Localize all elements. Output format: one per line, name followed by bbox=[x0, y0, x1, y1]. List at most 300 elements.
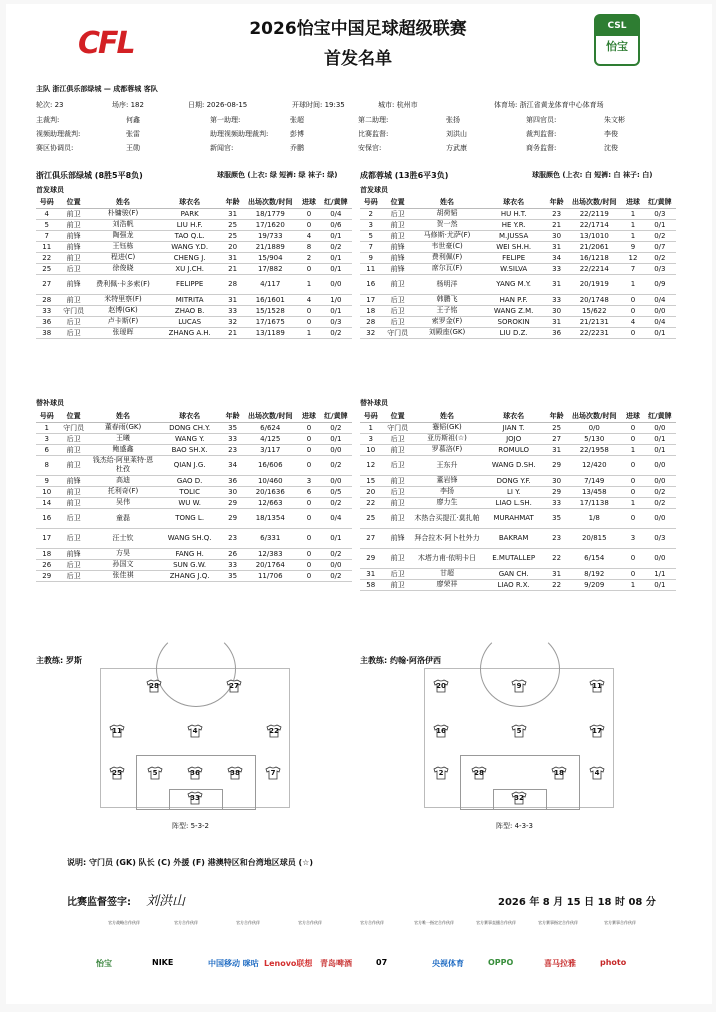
player-cell: 29 bbox=[547, 455, 566, 475]
partner-label: 官方合作伙伴 bbox=[360, 920, 384, 925]
player-cell: 前卫 bbox=[57, 252, 89, 263]
player-row bbox=[36, 208, 352, 219]
player-cell: 0/0 bbox=[320, 559, 352, 570]
player-cell: 22/2231 bbox=[566, 327, 622, 338]
player-cell: LIU D.Z. bbox=[480, 327, 547, 338]
player-row bbox=[36, 475, 352, 486]
player-cell: 31 bbox=[223, 294, 242, 305]
player-cell: 13/1189 bbox=[242, 327, 298, 338]
player-shirt-icon: 11 bbox=[109, 724, 125, 738]
player-cell: 10/460 bbox=[242, 475, 298, 486]
player-cell: 18/1354 bbox=[242, 508, 298, 528]
player-cell: 1 bbox=[622, 208, 643, 219]
player-cell: 0 bbox=[622, 422, 643, 433]
player-cell: 23 bbox=[547, 208, 566, 219]
player-row bbox=[360, 305, 676, 316]
player-row bbox=[36, 559, 352, 570]
sponsor-logo: 怡宝 bbox=[96, 959, 112, 968]
player-cell: TOLIC bbox=[156, 486, 223, 497]
player-cell: 前卫 bbox=[57, 219, 89, 230]
player-cell: 6 bbox=[298, 486, 319, 497]
sponsor-logo: NIKE bbox=[152, 958, 174, 967]
player-shirt-icon: 20 bbox=[433, 679, 449, 693]
official-role: 比赛监督: bbox=[358, 130, 389, 138]
column-header: 年龄 bbox=[547, 411, 566, 422]
partner-label: 官方唯一指定合作伙伴 bbox=[414, 920, 454, 925]
player-cell: BAKRAM bbox=[480, 528, 547, 548]
player-cell: 25 bbox=[360, 508, 381, 528]
column-header: 球衣名 bbox=[480, 411, 547, 422]
official-name: 沈俊 bbox=[604, 144, 618, 152]
player-cell: XU J.CH. bbox=[156, 263, 223, 274]
player-cell: 7 bbox=[360, 241, 381, 252]
player-cell: 后卫 bbox=[381, 305, 413, 316]
player-cell: 31 bbox=[547, 241, 566, 252]
player-cell: 0 bbox=[622, 475, 643, 486]
player-row bbox=[360, 444, 676, 455]
player-cell: 11 bbox=[36, 241, 57, 252]
official-role: 助理视频助理裁判: bbox=[210, 130, 269, 138]
player-cell: BAO SH.X. bbox=[156, 444, 223, 455]
player-cell: 25 bbox=[223, 230, 242, 241]
player-row bbox=[360, 252, 676, 263]
player-row bbox=[360, 568, 676, 579]
player-cell: 3 bbox=[360, 219, 381, 230]
player-cell: 17 bbox=[36, 528, 57, 548]
player-cell: 23 bbox=[547, 528, 566, 548]
player-cell: 汪士钦 bbox=[90, 528, 157, 548]
player-cell: 18 bbox=[36, 548, 57, 559]
away-starters-table bbox=[360, 197, 676, 339]
player-shirt-icon: 25 bbox=[109, 766, 125, 780]
player-cell: 21/2131 bbox=[566, 316, 622, 327]
player-cell: 10 bbox=[360, 444, 381, 455]
player-cell: 前卫 bbox=[57, 208, 89, 219]
player-cell: 0 bbox=[298, 497, 319, 508]
player-cell: 0 bbox=[622, 486, 643, 497]
player-cell: 0 bbox=[298, 444, 319, 455]
player-cell: 后卫 bbox=[57, 316, 89, 327]
home-team-name: 浙江俱乐部绿城 (8胜5平8负) bbox=[36, 171, 143, 180]
player-cell: 26 bbox=[36, 559, 57, 570]
player-cell: 0/2 bbox=[644, 230, 676, 241]
player-cell: 32 bbox=[223, 316, 242, 327]
player-cell: 31 bbox=[223, 252, 242, 263]
player-cell: 后卫 bbox=[381, 568, 413, 579]
player-row bbox=[36, 294, 352, 305]
player-cell: 0/1 bbox=[644, 327, 676, 338]
player-cell: TAO Q.L. bbox=[156, 230, 223, 241]
player-cell: 徐俊晓 bbox=[90, 263, 157, 274]
player-cell: WANG SH.Q. bbox=[156, 528, 223, 548]
player-cell: 0/3 bbox=[644, 208, 676, 219]
away-subs-label: 替补球员 bbox=[360, 399, 388, 407]
player-cell: 廖力生 bbox=[414, 497, 481, 508]
player-cell: 18 bbox=[360, 305, 381, 316]
player-cell: 0 bbox=[298, 548, 319, 559]
player-cell: 马修斯·尤萨(F) bbox=[414, 230, 481, 241]
player-cell: 后卫 bbox=[57, 528, 89, 548]
player-cell: 0/4 bbox=[644, 294, 676, 305]
player-cell: 33 bbox=[223, 433, 242, 444]
sponsor-logo: Lenovo联想 bbox=[264, 959, 313, 968]
player-cell: 陶强龙 bbox=[90, 230, 157, 241]
player-row bbox=[36, 570, 352, 581]
player-cell: 张佳祺 bbox=[90, 570, 157, 581]
player-cell: 费利佩(F) bbox=[414, 252, 481, 263]
home-coach: 主教练: 罗斯 bbox=[36, 656, 82, 665]
player-row bbox=[36, 230, 352, 241]
player-cell: 4/125 bbox=[242, 433, 298, 444]
player-cell: 王东升 bbox=[414, 455, 481, 475]
player-row bbox=[360, 327, 676, 338]
player-cell: 33 bbox=[547, 294, 566, 305]
player-cell: 19/733 bbox=[242, 230, 298, 241]
player-cell: 方昊 bbox=[90, 548, 157, 559]
player-row bbox=[36, 422, 352, 433]
player-cell: 卢卡斯(F) bbox=[90, 316, 157, 327]
player-cell: 0/1 bbox=[320, 305, 352, 316]
player-cell: 蹇韬(GK) bbox=[414, 422, 481, 433]
player-cell: 4/117 bbox=[242, 274, 298, 294]
player-cell: 29 bbox=[547, 486, 566, 497]
official-name: 何鑫 bbox=[126, 116, 140, 124]
player-cell: 31 bbox=[547, 568, 566, 579]
player-cell: 1 bbox=[622, 274, 643, 294]
player-cell: 董春雨(GK) bbox=[90, 422, 157, 433]
player-shirt-icon: 28 bbox=[471, 766, 487, 780]
player-cell: 0/1 bbox=[644, 579, 676, 590]
player-cell: DONG Y.F. bbox=[480, 475, 547, 486]
player-cell: 守门员 bbox=[381, 422, 413, 433]
player-cell: 前锋 bbox=[381, 252, 413, 263]
player-cell: 高迪 bbox=[90, 475, 157, 486]
player-cell: 30 bbox=[547, 230, 566, 241]
column-header: 进球 bbox=[622, 411, 643, 422]
player-cell: 0/0 bbox=[320, 444, 352, 455]
player-cell: 21 bbox=[223, 263, 242, 274]
player-cell: 前锋 bbox=[57, 230, 89, 241]
player-shirt-icon: 9 bbox=[511, 679, 527, 693]
player-row bbox=[360, 230, 676, 241]
player-cell: 0/6 bbox=[320, 219, 352, 230]
player-cell: 10 bbox=[36, 486, 57, 497]
player-cell: 前卫 bbox=[381, 219, 413, 230]
player-cell: 后卫 bbox=[57, 508, 89, 528]
player-cell: LIAO R.X. bbox=[480, 579, 547, 590]
player-cell: 7 bbox=[36, 230, 57, 241]
player-cell: 5/130 bbox=[566, 433, 622, 444]
player-cell: 16/1601 bbox=[242, 294, 298, 305]
player-cell: 6/154 bbox=[566, 548, 622, 568]
column-header: 位置 bbox=[381, 197, 413, 208]
player-cell: LIU H.F. bbox=[156, 219, 223, 230]
player-cell: 20 bbox=[360, 486, 381, 497]
column-header: 出场次数/时间 bbox=[566, 197, 622, 208]
player-cell: FELIPE bbox=[480, 252, 547, 263]
player-cell: TONG L. bbox=[156, 508, 223, 528]
player-cell: 20/815 bbox=[566, 528, 622, 548]
player-cell: 20/1764 bbox=[242, 559, 298, 570]
player-cell: 12 bbox=[622, 252, 643, 263]
official-role: 商务监督: bbox=[526, 144, 557, 152]
player-row bbox=[36, 263, 352, 274]
player-cell: 16/606 bbox=[242, 455, 298, 475]
player-cell: 31 bbox=[547, 316, 566, 327]
official-role: 赛区协调员: bbox=[36, 144, 74, 152]
player-shirt-icon: 36 bbox=[187, 766, 203, 780]
player-cell: 前卫 bbox=[381, 274, 413, 294]
player-cell: 36 bbox=[547, 327, 566, 338]
player-cell: 26 bbox=[223, 548, 242, 559]
player-cell: 3 bbox=[298, 475, 319, 486]
player-shirt-icon: 11 bbox=[589, 679, 605, 693]
player-cell: W.SILVA bbox=[480, 263, 547, 274]
legend-note: 说明: 守门员 (GK) 队长 (C) 外援 (F) 港澳特区和台湾地区球员 (☆) bbox=[67, 858, 314, 867]
player-cell: 33 bbox=[223, 305, 242, 316]
player-cell: 守门员 bbox=[381, 327, 413, 338]
column-header: 姓名 bbox=[414, 197, 481, 208]
player-cell: 后卫 bbox=[381, 316, 413, 327]
player-cell: 后卫 bbox=[381, 486, 413, 497]
partner-label: 官方合作伙伴 bbox=[298, 920, 322, 925]
player-cell: 前卫 bbox=[57, 444, 89, 455]
player-cell: 0 bbox=[298, 433, 319, 444]
away-subs-table bbox=[360, 411, 676, 591]
player-row bbox=[36, 316, 352, 327]
player-cell: 0/0 bbox=[644, 305, 676, 316]
player-cell: 0/0 bbox=[644, 455, 676, 475]
player-cell: 25 bbox=[547, 422, 566, 433]
player-cell: 后卫 bbox=[57, 263, 89, 274]
round: 轮次: 23 bbox=[36, 101, 64, 109]
column-header: 球衣名 bbox=[480, 197, 547, 208]
player-cell: 前锋 bbox=[381, 241, 413, 252]
official-name: 刘洪山 bbox=[446, 130, 467, 138]
away-formation: 阵型: 4-3-3 bbox=[496, 822, 533, 830]
player-cell: YANG M.Y. bbox=[480, 274, 547, 294]
player-cell: 36 bbox=[223, 475, 242, 486]
official-name: 方武康 bbox=[446, 144, 467, 152]
player-cell: 0/4 bbox=[644, 316, 676, 327]
column-header: 球衣名 bbox=[156, 411, 223, 422]
player-cell: 15 bbox=[360, 475, 381, 486]
player-cell: 27 bbox=[360, 528, 381, 548]
column-header: 号码 bbox=[360, 197, 381, 208]
player-cell: 12/383 bbox=[242, 548, 298, 559]
player-shirt-icon: 27 bbox=[226, 679, 242, 693]
player-cell: 3 bbox=[36, 433, 57, 444]
home-formation-pitch bbox=[100, 668, 290, 808]
player-cell: 0 bbox=[622, 294, 643, 305]
player-cell: 孙国文 bbox=[90, 559, 157, 570]
column-header: 出场次数/时间 bbox=[242, 411, 298, 422]
player-cell: 拜合拉木·阿卜杜外力 bbox=[414, 528, 481, 548]
player-row bbox=[36, 486, 352, 497]
player-cell: 32 bbox=[360, 327, 381, 338]
player-row bbox=[360, 294, 676, 305]
player-cell: 0/0 bbox=[644, 475, 676, 486]
csl-logo-top: CSL bbox=[596, 16, 638, 36]
sponsor-logo: OPPO bbox=[488, 958, 514, 967]
player-cell: 18/1779 bbox=[242, 208, 298, 219]
official-name: 张超 bbox=[290, 116, 304, 124]
player-cell: 贺一然 bbox=[414, 219, 481, 230]
player-cell: 34 bbox=[223, 455, 242, 475]
player-cell: MURAHMAT bbox=[480, 508, 547, 528]
player-cell: 5 bbox=[360, 230, 381, 241]
player-cell: 22/1958 bbox=[566, 444, 622, 455]
player-cell: 28 bbox=[36, 294, 57, 305]
player-cell: JIAN T. bbox=[480, 422, 547, 433]
player-row bbox=[360, 528, 676, 548]
player-cell: HU H.T. bbox=[480, 208, 547, 219]
player-cell: 22 bbox=[36, 252, 57, 263]
player-cell: 0 bbox=[298, 305, 319, 316]
player-cell: 杨明洋 bbox=[414, 274, 481, 294]
player-cell: 13/1010 bbox=[566, 230, 622, 241]
player-cell: 0 bbox=[298, 422, 319, 433]
column-header: 姓名 bbox=[90, 197, 157, 208]
home-kit-colors: 球服颜色 (上衣: 绿 短裤: 绿 袜子: 绿) bbox=[217, 171, 338, 179]
player-cell: 58 bbox=[360, 579, 381, 590]
player-cell: 0/4 bbox=[320, 508, 352, 528]
player-cell: 30 bbox=[223, 486, 242, 497]
player-cell: 31 bbox=[547, 444, 566, 455]
player-cell: 22/2119 bbox=[566, 208, 622, 219]
player-shirt-icon: 28 bbox=[146, 679, 162, 693]
player-cell: 王子铭 bbox=[414, 305, 481, 316]
away-team-name: 成都蓉城 (13胜6平3负) bbox=[360, 171, 449, 180]
player-cell: WEI SH.H. bbox=[480, 241, 547, 252]
player-row bbox=[36, 241, 352, 252]
player-row bbox=[36, 252, 352, 263]
player-cell: 米特里察(F) bbox=[90, 294, 157, 305]
player-cell: 前卫 bbox=[381, 497, 413, 508]
player-cell: 0/2 bbox=[320, 327, 352, 338]
home-subs-table bbox=[36, 411, 352, 582]
player-shirt-icon: 16 bbox=[433, 724, 449, 738]
player-cell: MITRITA bbox=[156, 294, 223, 305]
player-row bbox=[360, 508, 676, 528]
home-formation: 阵型: 5-3-2 bbox=[172, 822, 209, 830]
column-header: 年龄 bbox=[223, 411, 242, 422]
player-cell: 31 bbox=[223, 208, 242, 219]
player-shirt-icon: 5 bbox=[511, 724, 527, 738]
player-cell: 前锋 bbox=[57, 475, 89, 486]
player-cell: CHENG J. bbox=[156, 252, 223, 263]
sponsor-logo: 喜马拉雅 bbox=[544, 959, 576, 968]
partner-labels bbox=[100, 920, 660, 936]
player-cell: 后卫 bbox=[381, 455, 413, 475]
player-cell: 8/192 bbox=[566, 568, 622, 579]
player-cell: 11/706 bbox=[242, 570, 298, 581]
column-header: 姓名 bbox=[414, 411, 481, 422]
player-cell: 前锋 bbox=[381, 263, 413, 274]
player-cell: 前卫 bbox=[381, 548, 413, 568]
player-cell: 木热合买提江·莫扎帕 bbox=[414, 508, 481, 528]
player-cell: WANG D.SH. bbox=[480, 455, 547, 475]
column-header: 号码 bbox=[36, 197, 57, 208]
player-cell: 29 bbox=[223, 497, 242, 508]
player-row bbox=[360, 486, 676, 497]
player-cell: 12 bbox=[360, 455, 381, 475]
player-cell: 16/1218 bbox=[566, 252, 622, 263]
column-header: 红/黄牌 bbox=[644, 411, 676, 422]
player-row bbox=[36, 274, 352, 294]
player-row bbox=[360, 263, 676, 274]
teams-label: 主队 浙江俱乐部绿城 — 成都蓉城 客队 bbox=[36, 85, 158, 93]
player-cell: 0/2 bbox=[644, 486, 676, 497]
player-cell: 12/420 bbox=[566, 455, 622, 475]
player-cell: 4 bbox=[36, 208, 57, 219]
player-cell: 20 bbox=[223, 241, 242, 252]
player-cell: 0/2 bbox=[320, 548, 352, 559]
player-row bbox=[36, 327, 352, 338]
player-cell: 22/2214 bbox=[566, 263, 622, 274]
player-cell: 王曦 bbox=[90, 433, 157, 444]
column-header: 出场次数/时间 bbox=[242, 197, 298, 208]
player-cell: 0/1 bbox=[644, 444, 676, 455]
player-cell: 1 bbox=[298, 274, 319, 294]
player-cell: 2 bbox=[298, 252, 319, 263]
player-cell: GAN CH. bbox=[480, 568, 547, 579]
player-cell: 35 bbox=[547, 508, 566, 528]
official-role: 第一助理: bbox=[210, 116, 241, 124]
player-cell: 21/2061 bbox=[566, 241, 622, 252]
player-cell: 34 bbox=[547, 252, 566, 263]
player-cell: 前卫 bbox=[57, 497, 89, 508]
league-title: 2026怡宝中国足球超级联赛 bbox=[249, 19, 467, 39]
city: 城市: 杭州市 bbox=[378, 101, 418, 109]
away-formation-pitch bbox=[424, 668, 614, 808]
away-coach: 主教练: 约翰·阿洛伊西 bbox=[360, 656, 442, 665]
player-cell: 刘殿座(GK) bbox=[414, 327, 481, 338]
player-cell: 0/0 bbox=[320, 475, 352, 486]
official-role: 视频助理裁判: bbox=[36, 130, 81, 138]
player-cell: 23 bbox=[223, 444, 242, 455]
column-header: 进球 bbox=[298, 197, 319, 208]
sheet-title: 首发名单 bbox=[324, 49, 392, 69]
partner-label: 官方赛事合作伙伴 bbox=[604, 920, 636, 925]
player-row bbox=[36, 444, 352, 455]
partner-label: 官方合作伙伴 bbox=[236, 920, 260, 925]
player-cell: 0/4 bbox=[320, 208, 352, 219]
player-cell: 1 bbox=[298, 327, 319, 338]
sponsor-logo: photo bbox=[600, 958, 627, 967]
sponsor-logo: 青岛啤酒 bbox=[320, 959, 352, 968]
player-cell: 0/2 bbox=[320, 497, 352, 508]
player-cell: 0 bbox=[622, 548, 643, 568]
player-cell: 0/2 bbox=[320, 422, 352, 433]
player-cell: HAN P.F. bbox=[480, 294, 547, 305]
player-cell: 15/622 bbox=[566, 305, 622, 316]
player-cell: 前卫 bbox=[381, 444, 413, 455]
player-cell: 0 bbox=[298, 559, 319, 570]
player-cell: ZHAO B. bbox=[156, 305, 223, 316]
player-cell: 3 bbox=[360, 433, 381, 444]
player-cell: SOROKIN bbox=[480, 316, 547, 327]
player-cell: WANG Y.D. bbox=[156, 241, 223, 252]
player-cell: 9 bbox=[360, 252, 381, 263]
player-shirt-icon: 2 bbox=[433, 766, 449, 780]
player-cell: M.JUSSA bbox=[480, 230, 547, 241]
player-cell: 前卫 bbox=[381, 579, 413, 590]
player-cell: 0/0 bbox=[320, 274, 352, 294]
player-cell: 前卫 bbox=[381, 475, 413, 486]
player-cell: 25 bbox=[223, 219, 242, 230]
player-cell: 0/3 bbox=[320, 316, 352, 327]
